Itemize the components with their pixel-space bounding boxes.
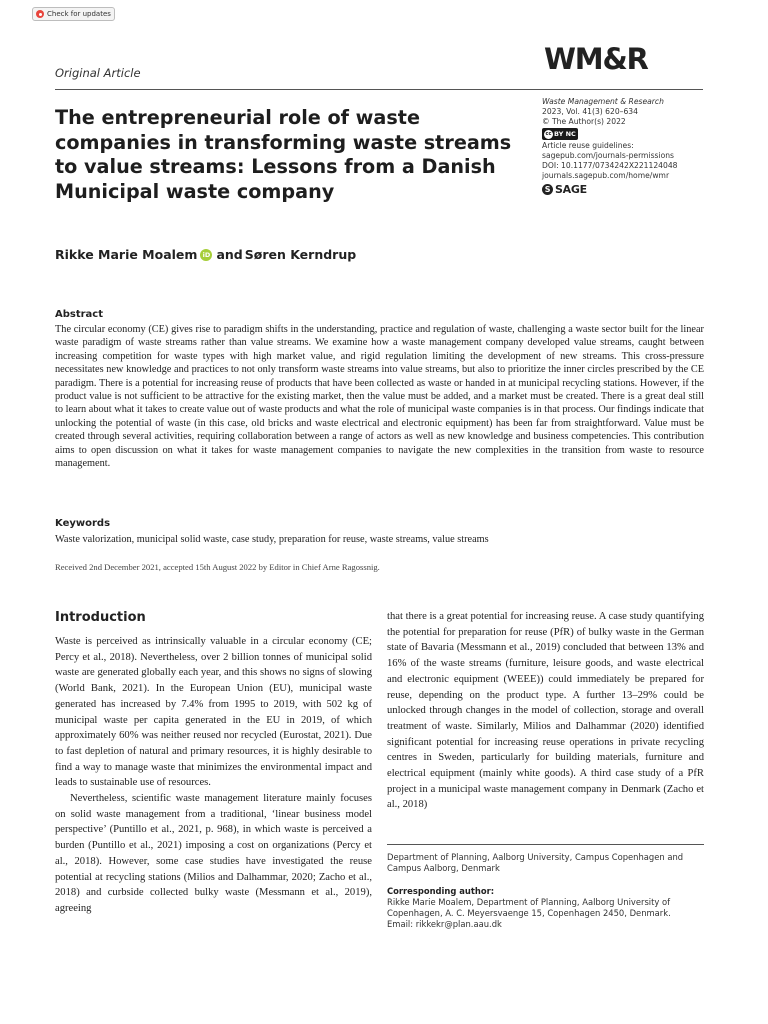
footnote-divider [387, 844, 704, 845]
author-joiner: and [216, 247, 243, 262]
paragraph: Nevertheless, scientific waste management literature mainly focuses on solid waste management from a traditional, ‘linear business model perspective’ (Puntillo et al., 2021, p. 968), in which waste is perceived a burden (Puntillo et al., 2021) imposing a cost on organizations (Percy et al., 2018). However, some case studies have investigated the reuse potential at recycling stations (Milios and Dalhammar, 2020; Zacho et al., 2018) and curbside collected bulky waste (Messmann et al., 2019), agreeing [55, 793, 372, 914]
author-first[interactable]: Rikke Marie Moalem [55, 247, 198, 262]
publisher-logo [542, 184, 712, 195]
journal-volume: 2023, Vol. 41(3) 620–634 [542, 107, 638, 116]
journal-link[interactable]: journals.sagepub.com/home/wmr [542, 171, 670, 180]
reuse-link[interactable]: sagepub.com/journals-permissions [542, 151, 675, 160]
check-for-updates-label: Check for updates [47, 10, 111, 18]
keywords-heading: Keywords [55, 518, 111, 529]
article-type: Original Article [55, 66, 141, 80]
corresponding-heading: Corresponding author: [387, 886, 495, 896]
check-for-updates-badge[interactable] [32, 7, 115, 21]
keywords-text: Waste valorization, municipal solid waste, case study, preparation for reuse, waste streams, value streams [55, 534, 489, 545]
received-date: Received 2nd December 2021, accepted 15th August 2022 by Editor in Chief Arne Ragossnig. [55, 562, 380, 572]
copyright: © The Author(s) 2022 [542, 117, 626, 126]
orcid-icon[interactable]: iD [200, 249, 212, 261]
paragraph: Waste is perceived as intrinsically valuable in a circular economy (CE; Percy et al., 2018). Nevertheless, over 2 billion tonnes of municipal solid waste are generated globally each year, and this shows no signs of slowing (World Bank, 2021). In the European Union (EU), municipal waste generated has increased by 7.4% from 1995 to 2019, with 502 kg of municipal waste per capita generated in the EU in 2019, of which approximately 60% was neither reused nor recycled (Eurostat, 2021). Due to fast depletion of natural and primary resources, it is highly desirable to find a way to manage waste that minimizes the environmental impact and leads to sustainable use of resources. [55, 636, 372, 789]
license-badge-label: BY NC [554, 130, 576, 138]
paragraph: that there is a great potential for increasing reuse. A case study quantifying the potential for preparation for reuse (PfR) of bulky waste in the German state of Bavaria (Messmann et al., 2019) concluded that between 13% and 16% of the waste streams (furniture, leisure goods, and waste electrical and electronic equipment (WEEE)) could immediately be prepared for reuse, depending on the product type. A further 13–29% could be unlocked through changes in the model of collection, storage and overall treatment of waste. Similarly, Milios and Dalhammar (2020) identified significant potential for increasing reuse operations in private recycling centres in Sweden, particularly for building materials, furniture and electrical equipment (mainly white goods). A third case study of a PfR project in a municipal waste management company in Denmark (Zacho et al., 2018) [387, 611, 704, 811]
abstract-heading: Abstract [55, 309, 104, 320]
cc-license-icon: cc BY NC [542, 128, 578, 140]
check-for-updates-icon [36, 10, 44, 18]
article-title: The entrepreneurial role of waste companies in transforming waste streams to value streams: Lessons from a Danish Municipal waste company [55, 106, 512, 203]
abstract-text: The circular economy (CE) gives rise to paradigm shifts in the understanding, practice and regulation of waste, challenging a waste sector built for the linear waste paradigm of waste streams rather than value streams. We examine how a waste management company developed value streams, caught between increasing competition for waste types with high market value, and rigid regulation limiting the development of new streams. This cross-pressure necessitates new knowledge and practices to not only transform waste streams into value streams, but also to prioritize the inner circles prescribed by the CE paradigm. There is a potential for increasing reuse of products that have been collected as waste or handed in at municipal recycling stations. However, if the product value is not sufficient to be attractive for the existing market, then the value must be added, and a market must be created. There is a great deal still to learn about what it takes to create value out of waste products and what the role of municipal waste companies is in that process. Our findings indicate that unlocking the potential of waste (in this case, old bricks and waste electrical and electronic equipment) has been far from straightforward. Value must be created through several activities, requiring collaboration between a range of actors as well as new knowledge and business competencies. This contribution aims to open discussion on what it takes for waste management companies to navigate the new complexities in the transition from waste to resource management. [55, 324, 704, 470]
journal-info [542, 97, 712, 195]
publisher-name: SAGE [555, 182, 587, 196]
body-column-left [55, 634, 372, 917]
corresponding-address: Rikke Marie Moalem, Department of Planning, Aalborg University of Copenhagen, A. C. Meyersvaenge 15, Copenhagen 2450, Denmark. [387, 897, 671, 918]
corresponding-author [387, 886, 707, 930]
introduction-heading: Introduction [55, 610, 146, 625]
sage-logo-icon: S [542, 184, 553, 195]
journal-name: Waste Management & Research [542, 97, 664, 106]
header-divider [55, 89, 703, 90]
author-second[interactable]: Søren Kerndrup [244, 247, 357, 262]
body-column-right [387, 609, 704, 813]
doi[interactable]: DOI: 10.1177/0734242X221124048 [542, 161, 678, 170]
affiliation: Department of Planning, Aalborg University, Campus Copenhagen and Campus Aalborg, Denmark [387, 852, 684, 873]
journal-logo: WM&R [544, 42, 648, 76]
authors [55, 247, 356, 262]
reuse-label: Article reuse guidelines: [542, 141, 634, 150]
corresponding-email[interactable]: Email: rikkekr@plan.aau.dk [387, 919, 502, 929]
